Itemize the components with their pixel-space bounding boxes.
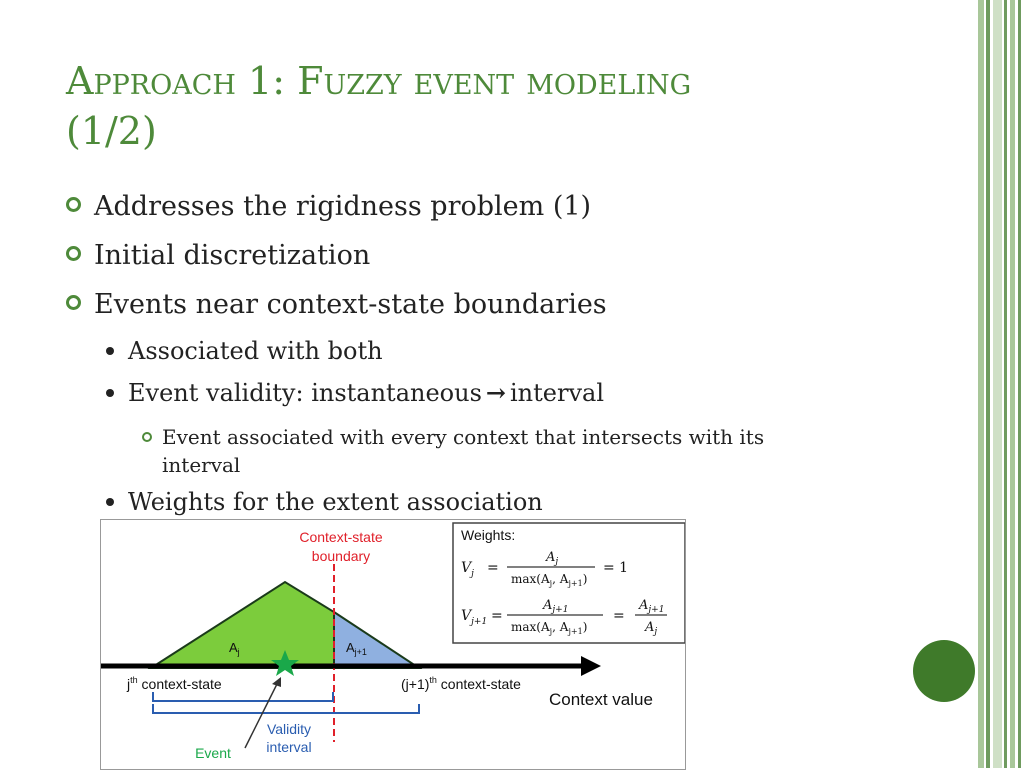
bullet-ring-icon — [66, 246, 81, 261]
event-label: Event — [195, 745, 231, 761]
eq2-equals-2: = — [613, 608, 625, 624]
bullet-2 — [66, 240, 370, 271]
fuzzy-event-diagram — [101, 520, 685, 769]
region-left — [151, 582, 334, 668]
boundary-label-line2: boundary — [311, 548, 371, 564]
eq1-equals: = — [487, 560, 499, 576]
sub-bullet-1 — [106, 337, 383, 365]
state-j-label: $j^{th}$ context-state — [127, 675, 222, 692]
slide-title — [66, 56, 926, 156]
frame-stripe-5 — [1010, 0, 1015, 768]
eq1-denominator: $\max(A_j$, $A_{j+1}$) — [511, 572, 588, 588]
bullet-1 — [66, 191, 591, 222]
sub-bullet-2-text-before: Event validity: instantaneous — [128, 379, 482, 407]
sub-sub-bullet-1-line2: interval — [162, 453, 241, 477]
slide-title-line1: Approach 1: Fuzzy event modeling — [66, 59, 692, 103]
eq1-rhs: = 1 — [603, 560, 629, 576]
bullet-3 — [66, 289, 607, 320]
right-arrow-icon: → — [485, 378, 506, 407]
decorative-circle — [913, 640, 975, 702]
eq2-denominator: $\max(A_j$, $A_{j+1}$) — [511, 620, 588, 636]
sub-bullet-2 — [106, 378, 604, 407]
sub-bullet-1-text: Associated with both — [128, 337, 383, 365]
bullet-dot-icon — [106, 498, 114, 506]
boundary-label-line1: Context-state — [299, 529, 383, 545]
sub-bullet-2-text-after: interval — [510, 379, 604, 407]
eq2-numerator: $A_{j+1}$ — [543, 598, 569, 615]
eq1-numerator: $A_j$ — [546, 550, 559, 567]
bullet-ring-icon — [66, 295, 81, 310]
sub-sub-bullet-1 — [142, 423, 764, 479]
bullet-dot-icon — [106, 347, 114, 355]
weights-title: Weights: — [461, 527, 516, 543]
eq2-lhs: $V_{j+1}$ — [461, 608, 488, 627]
slide-title-line2: (1/2) — [66, 109, 157, 153]
bracket-validity — [153, 704, 419, 713]
bullet-2-text: Initial discretization — [94, 240, 371, 271]
eq2-right-numerator: $A_{j+1}$ — [639, 598, 665, 615]
bracket-state-j — [153, 692, 333, 701]
frame-stripe-3 — [993, 0, 1002, 768]
validity-label-line2: interval — [266, 739, 312, 755]
eq2-right-denominator: $A_j$ — [645, 620, 658, 637]
region-right-label: $A_{j+1}$ — [346, 640, 367, 657]
event-pointer-head — [272, 677, 281, 687]
frame-stripe-1 — [978, 0, 984, 768]
validity-label-line1: Validity — [266, 721, 312, 737]
context-axis-arrowhead — [581, 656, 601, 676]
frame-stripe-6 — [1018, 0, 1021, 768]
bullet-1-text: Addresses the rigidness problem (1) — [94, 191, 592, 222]
bullet-3-text: Events near context-state boundaries — [94, 289, 607, 320]
bullet-ring-icon — [66, 197, 81, 212]
sub-bullet-3 — [106, 488, 543, 516]
sub-sub-bullet-1-line1: Event associated with every context that intersects with its — [162, 425, 765, 449]
sub-sub-bullet-1-text — [162, 423, 764, 479]
frame-stripe-4 — [1004, 0, 1007, 768]
bullet-dot-icon — [106, 389, 114, 397]
sub-bullet-3-text: Weights for the extent association — [128, 488, 543, 516]
fuzzy-event-figure — [100, 519, 686, 770]
bullet-ring-icon — [142, 432, 152, 442]
context-axis-label: Context value — [549, 690, 653, 709]
state-j1-label: $(j+1)^{th}$ context-state — [401, 675, 521, 692]
region-left-label: $A_j$ — [229, 640, 240, 657]
eq2-equals: = — [491, 608, 503, 624]
frame-stripe-2 — [986, 0, 990, 768]
eq1-lhs: $V_j$ — [461, 560, 474, 579]
